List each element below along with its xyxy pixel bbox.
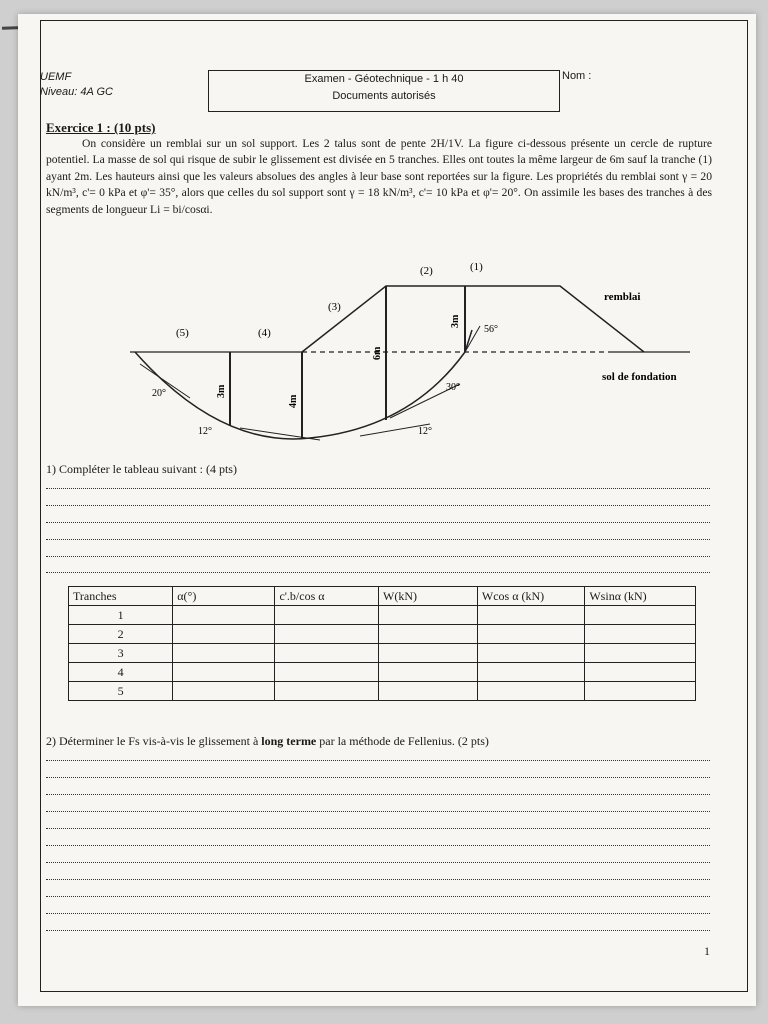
col-header-wcos: Wcos α (kN) [477, 587, 584, 606]
angle-12-left: 12° [198, 426, 212, 437]
answer-line [46, 794, 710, 795]
slice-label-1: (1) [470, 261, 483, 273]
tangent-56 [465, 326, 480, 352]
angle-30: 30° [446, 382, 460, 393]
answer-line [46, 913, 710, 914]
question-1: 1) Compléter le tableau suivant : (4 pts) [46, 462, 237, 476]
slice-label-4: (4) [258, 327, 271, 339]
header-left [40, 70, 113, 100]
answer-line [46, 811, 710, 812]
table-row [69, 606, 696, 625]
answer-line [46, 522, 710, 523]
height-slice-4: 3m [216, 384, 227, 398]
cell[interactable] [173, 663, 275, 682]
table-row [69, 682, 696, 701]
answer-line [46, 760, 710, 761]
cell[interactable] [173, 606, 275, 625]
cell[interactable] [585, 663, 696, 682]
cell[interactable] [477, 682, 584, 701]
answer-line [46, 572, 710, 573]
question-2: 2) Déterminer le Fs vis-à-vis le glissement à long terme par la méthode de Fellenius. (2 pts) [46, 734, 489, 748]
name-field-label: Nom : [562, 70, 592, 82]
answer-line [46, 505, 710, 506]
col-header-weight: W(kN) [379, 587, 478, 606]
col-header-tranches: Tranches [69, 587, 173, 606]
angle-20: 20° [152, 388, 166, 399]
answer-line [46, 539, 710, 540]
row-label: 2 [69, 625, 173, 644]
table-row [69, 644, 696, 663]
row-label: 3 [69, 644, 173, 663]
row-label: 5 [69, 682, 173, 701]
cell[interactable] [379, 663, 478, 682]
table-row [69, 625, 696, 644]
failure-circle-arc [135, 330, 472, 439]
cell[interactable] [379, 625, 478, 644]
cell[interactable] [379, 606, 478, 625]
answer-line [46, 777, 710, 778]
col-header-alpha: α(°) [173, 587, 275, 606]
slice-label-5: (5) [176, 327, 189, 339]
answer-line [46, 930, 710, 931]
slope-failure-diagram [80, 248, 712, 448]
angle-12-right: 12° [418, 426, 432, 437]
height-slice-1: 3m [450, 314, 461, 328]
cell[interactable] [173, 682, 275, 701]
embankment-outline [302, 286, 644, 352]
cell[interactable] [379, 682, 478, 701]
answer-line [46, 862, 710, 863]
page-number: 1 [704, 944, 710, 958]
height-slice-2: 6m [372, 346, 383, 360]
slice-label-2: (2) [420, 265, 433, 277]
answer-line [46, 556, 710, 557]
cell[interactable] [275, 682, 379, 701]
exercise-title: Exercice 1 : (10 pts) [46, 120, 156, 135]
height-slice-3: 4m [288, 394, 299, 408]
cell[interactable] [275, 606, 379, 625]
cell[interactable] [585, 682, 696, 701]
answer-line [46, 879, 710, 880]
col-header-wsin: Wsinα (kN) [585, 587, 696, 606]
cell[interactable] [275, 644, 379, 663]
table-header-row [69, 587, 696, 606]
cell[interactable] [477, 644, 584, 663]
exam-docs-note: Documents autorisés [332, 90, 436, 102]
answer-line [46, 896, 710, 897]
col-header-cohesion: c'.b/cos α [275, 587, 379, 606]
angle-56: 56° [484, 324, 498, 335]
results-table [68, 586, 696, 701]
cell[interactable] [379, 644, 478, 663]
cell[interactable] [275, 625, 379, 644]
row-label: 1 [69, 606, 173, 625]
exercise-statement: On considère un remblai sur un sol support. Les 2 talus sont de pente 2H/1V. La figure ci-dessous présente un cercle de rupture potentiel. La masse de sol qui risque de subir le glissement est divisée en 5 tranches. Elles ont toutes la même largeur de 6m sauf la tranche (1) ayant 2m. Les hauteurs ainsi que les valeurs absolues des angles à leur base sont reportées sur la figure. Les propriétés du remblai sont γ = 20 kN/m³, c'= 0 kPa et φ'= 35°, alors que celles du sol support sont γ = 18 kN/m³, c'= 10 kPa et φ'= 20°. On assimile les bases des tranches à des segments de longueur Li = bi/cosαi. [46, 137, 712, 216]
cell[interactable] [585, 644, 696, 663]
cell[interactable] [585, 625, 696, 644]
cell[interactable] [585, 606, 696, 625]
cell[interactable] [477, 606, 584, 625]
cell[interactable] [477, 663, 584, 682]
table-row [69, 663, 696, 682]
answer-line [46, 488, 710, 489]
slice-label-3: (3) [328, 301, 341, 313]
answer-line [46, 845, 710, 846]
school-name: UEMF [40, 71, 72, 83]
cell[interactable] [173, 644, 275, 663]
row-label: 4 [69, 663, 173, 682]
level-label: Niveau: 4A GC [40, 86, 113, 98]
answer-line [46, 828, 710, 829]
cell[interactable] [173, 625, 275, 644]
cell[interactable] [477, 625, 584, 644]
remblai-label: remblai [604, 291, 641, 303]
cell[interactable] [275, 663, 379, 682]
exam-title-box [208, 70, 560, 112]
exam-title: Examen - Géotechnique - 1 h 40 [304, 73, 464, 85]
sol-fondation-label: sol de fondation [602, 371, 677, 383]
